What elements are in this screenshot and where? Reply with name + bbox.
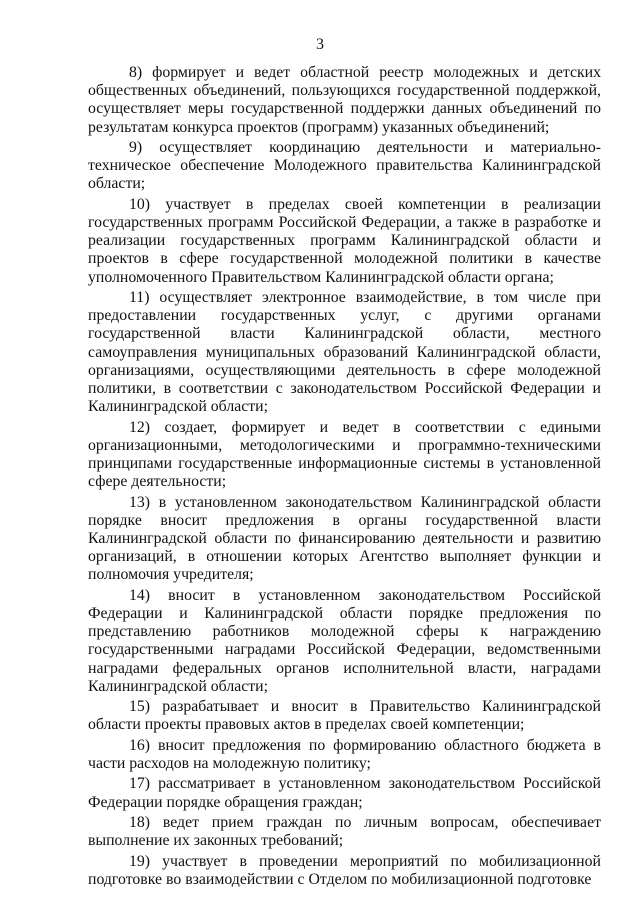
paragraph-item-11: 11) осуществляет электронное взаимодействие, в том числе при предоставлении государственных услуг, с другими органами государственной власти Калининградской области, местного самоуправления муниципальных образований Калининградской области, организациями, осуществляющими деятельность в сфере молодежной политики, в соответствии с законодательством Российской Федерации и Калининградской области; <box>88 289 601 416</box>
paragraph-item-18: 18) ведет прием граждан по личным вопросам, обеспечивает выполнение их законных требований; <box>88 814 601 850</box>
paragraph-item-8: 8) формирует и ведет областной реестр молодежных и детских общественных объединений, пользующихся государственной поддержкой, осуществляет меры государственной поддержки данных объединений по результатам конкурса проектов (программ) указанных объединений; <box>88 64 601 136</box>
paragraph-item-15: 15) разрабатывает и вносит в Правительство Калининградской области проекты правовых актов в пределах своей компетенции; <box>88 698 601 734</box>
paragraph-item-10: 10) участвует в пределах своей компетенции в реализации государственных программ Российской Федерации, а также в разработке и реализации государственных программ Калининградской области и проектов в сфере государственной молодежной политики в качестве уполномоченного Правительством Калининградской области органа; <box>88 195 601 286</box>
paragraph-item-17: 17) рассматривает в установленном законодательством Российской Федерации порядке обращения граждан; <box>88 775 601 811</box>
paragraph-item-16: 16) вносит предложения по формированию областного бюджета в части расходов на молодежную политику; <box>88 736 601 773</box>
page-number: 3 <box>316 36 324 53</box>
paragraph-item-14: 14) вносит в установленном законодательством Российской Федерации и Калининградской области порядке предложения по представлению работников молодежной сферы к награждению государственными наградами Российской Федерации, ведомственными наградами федеральных органов исполнительной власти, наградами Калининградской области; <box>88 586 601 695</box>
paragraph-item-12: 12) создает, формирует и ведет в соответствии с едиными организационными, методологическими и программно-техническими принципами государственные информационные системы в установленной сфере деятельности; <box>88 418 601 491</box>
paragraph-item-9: 9) осуществляет координацию деятельности и материально-техническое обеспечение Молодежного правительства Калининградской области; <box>88 139 601 193</box>
document-body <box>88 64 601 891</box>
paragraph-item-13: 13) в установленном законодательством Калининградской области порядке вносит предложения в органы государственной власти Калининградской области по финансированию деятельности и развитию организаций, в отношении которых Агентство выполняет функции и полномочия учредителя; <box>88 493 601 584</box>
paragraph-item-19: 19) участвует в проведении мероприятий по мобилизационной подготовке во взаимодействии с Отделом по мобилизационной подготовке <box>88 852 601 888</box>
